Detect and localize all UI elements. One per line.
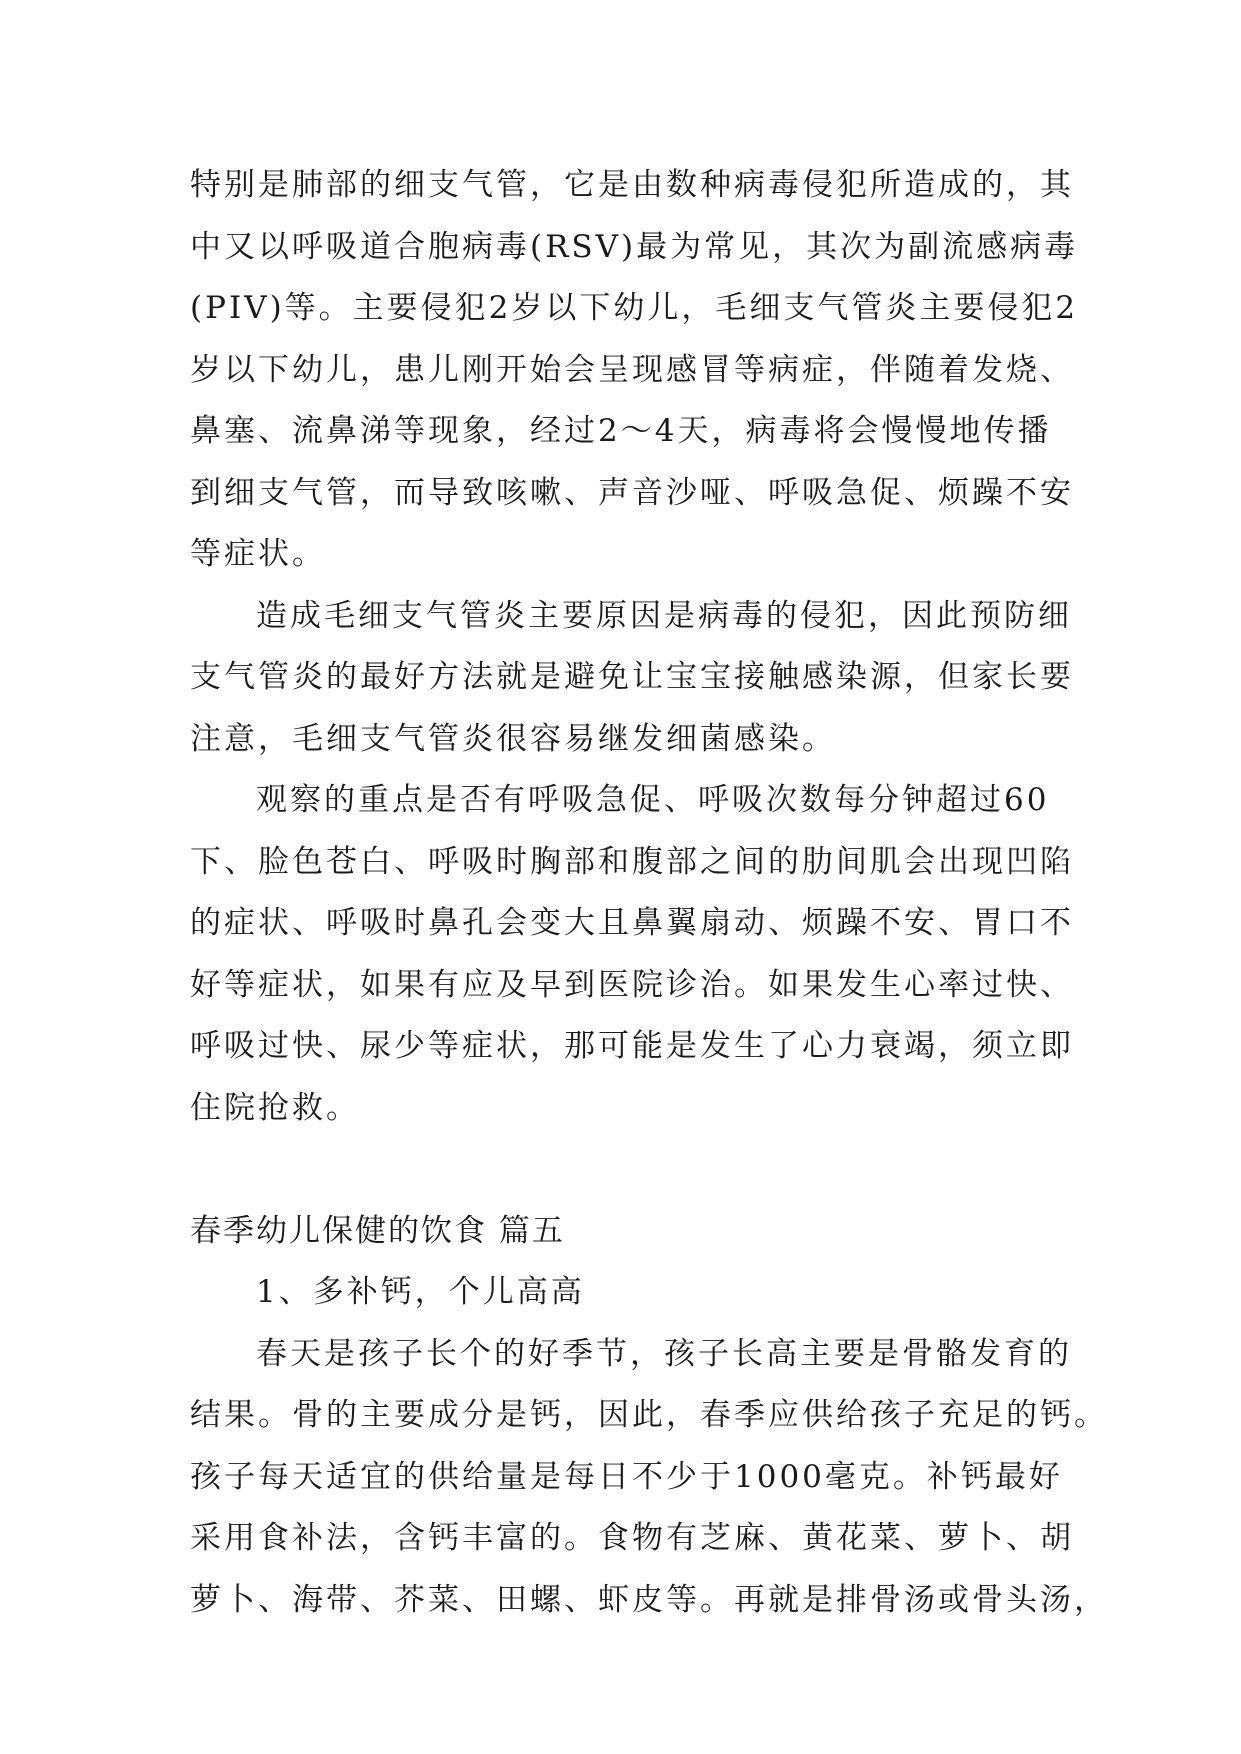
paragraph-1 (190, 155, 1079, 586)
document-body (190, 155, 1108, 1631)
blank-line (190, 1139, 1070, 1201)
paragraph-2 (190, 586, 1074, 771)
subheading: 1、多补钙，个儿高高 (256, 1274, 585, 1310)
paragraph-line: 等症状。 (190, 536, 326, 572)
paragraph-line: 采用食补法，含钙丰富的。食物有芝麻、黄花菜、萝卜、胡 (190, 1520, 1074, 1556)
paragraph-line: 中又以呼吸道合胞病毒(RSV)最为常见，其次为副流感病毒 (190, 228, 1079, 265)
paragraph-line: 鼻塞、流鼻涕等现象，经过2～4天，病毒将会慢慢地传播 (190, 413, 1052, 449)
paragraph-line: 孩子每天适宜的供给量是每日不少于1000毫克。补钙最好 (190, 1458, 1063, 1495)
paragraph-line: 萝卜、海带、芥菜、田螺、虾皮等。再就是排骨汤或骨头汤， (190, 1581, 1108, 1618)
paragraph-line: 春天是孩子长个的好季节，孩子长高主要是骨骼发育的 (256, 1335, 1072, 1372)
paragraph-line: 注意，毛细支气管炎很容易继发细菌感染。 (190, 720, 836, 757)
paragraph-line: 好等症状，如果有应及早到医院诊治。如果发生心率过快、 (190, 966, 1074, 1003)
paragraph-line: 的症状、呼吸时鼻孔会变大且鼻翼扇动、烦躁不安、胃口不 (190, 905, 1074, 941)
paragraph-line: 住院抢救。 (190, 1089, 360, 1126)
paragraph-line: 呼吸过快、尿少等症状，那可能是发生了心力衰竭，须立即 (190, 1028, 1074, 1064)
paragraph-3 (190, 770, 1074, 1139)
paragraph-line: 结果。骨的主要成分是钙，因此，春季应供给孩子充足的钙。 (190, 1397, 1108, 1433)
paragraph-line: 观察的重点是否有呼吸急促、呼吸次数每分钟超过60 (256, 782, 1050, 818)
paragraph-line: 岁以下幼儿，患儿刚开始会呈现感冒等病症，伴随着发烧、 (190, 351, 1074, 388)
section-heading: 春季幼儿保健的饮食 篇五 (190, 1212, 565, 1249)
paragraph-line: 造成毛细支气管炎主要原因是病毒的侵犯，因此预防细 (256, 597, 1072, 634)
paragraph-line: 下、脸色苍白、呼吸时胸部和腹部之间的肋间肌会出现凹陷 (190, 843, 1074, 880)
paragraph-line: 支气管炎的最好方法就是避免让宝宝接触感染源，但家长要 (190, 659, 1074, 695)
paragraph-line: 特别是肺部的细支气管，它是由数种病毒侵犯所造成的，其 (190, 167, 1074, 203)
paragraph-4 (190, 1324, 1108, 1632)
paragraph-line: 到细支气管，而导致咳嗽、声音沙哑、呼吸急促、烦躁不安 (190, 474, 1074, 511)
paragraph-line: (PIV)等。主要侵犯2岁以下幼儿，毛细支气管炎主要侵犯2 (190, 290, 1079, 326)
